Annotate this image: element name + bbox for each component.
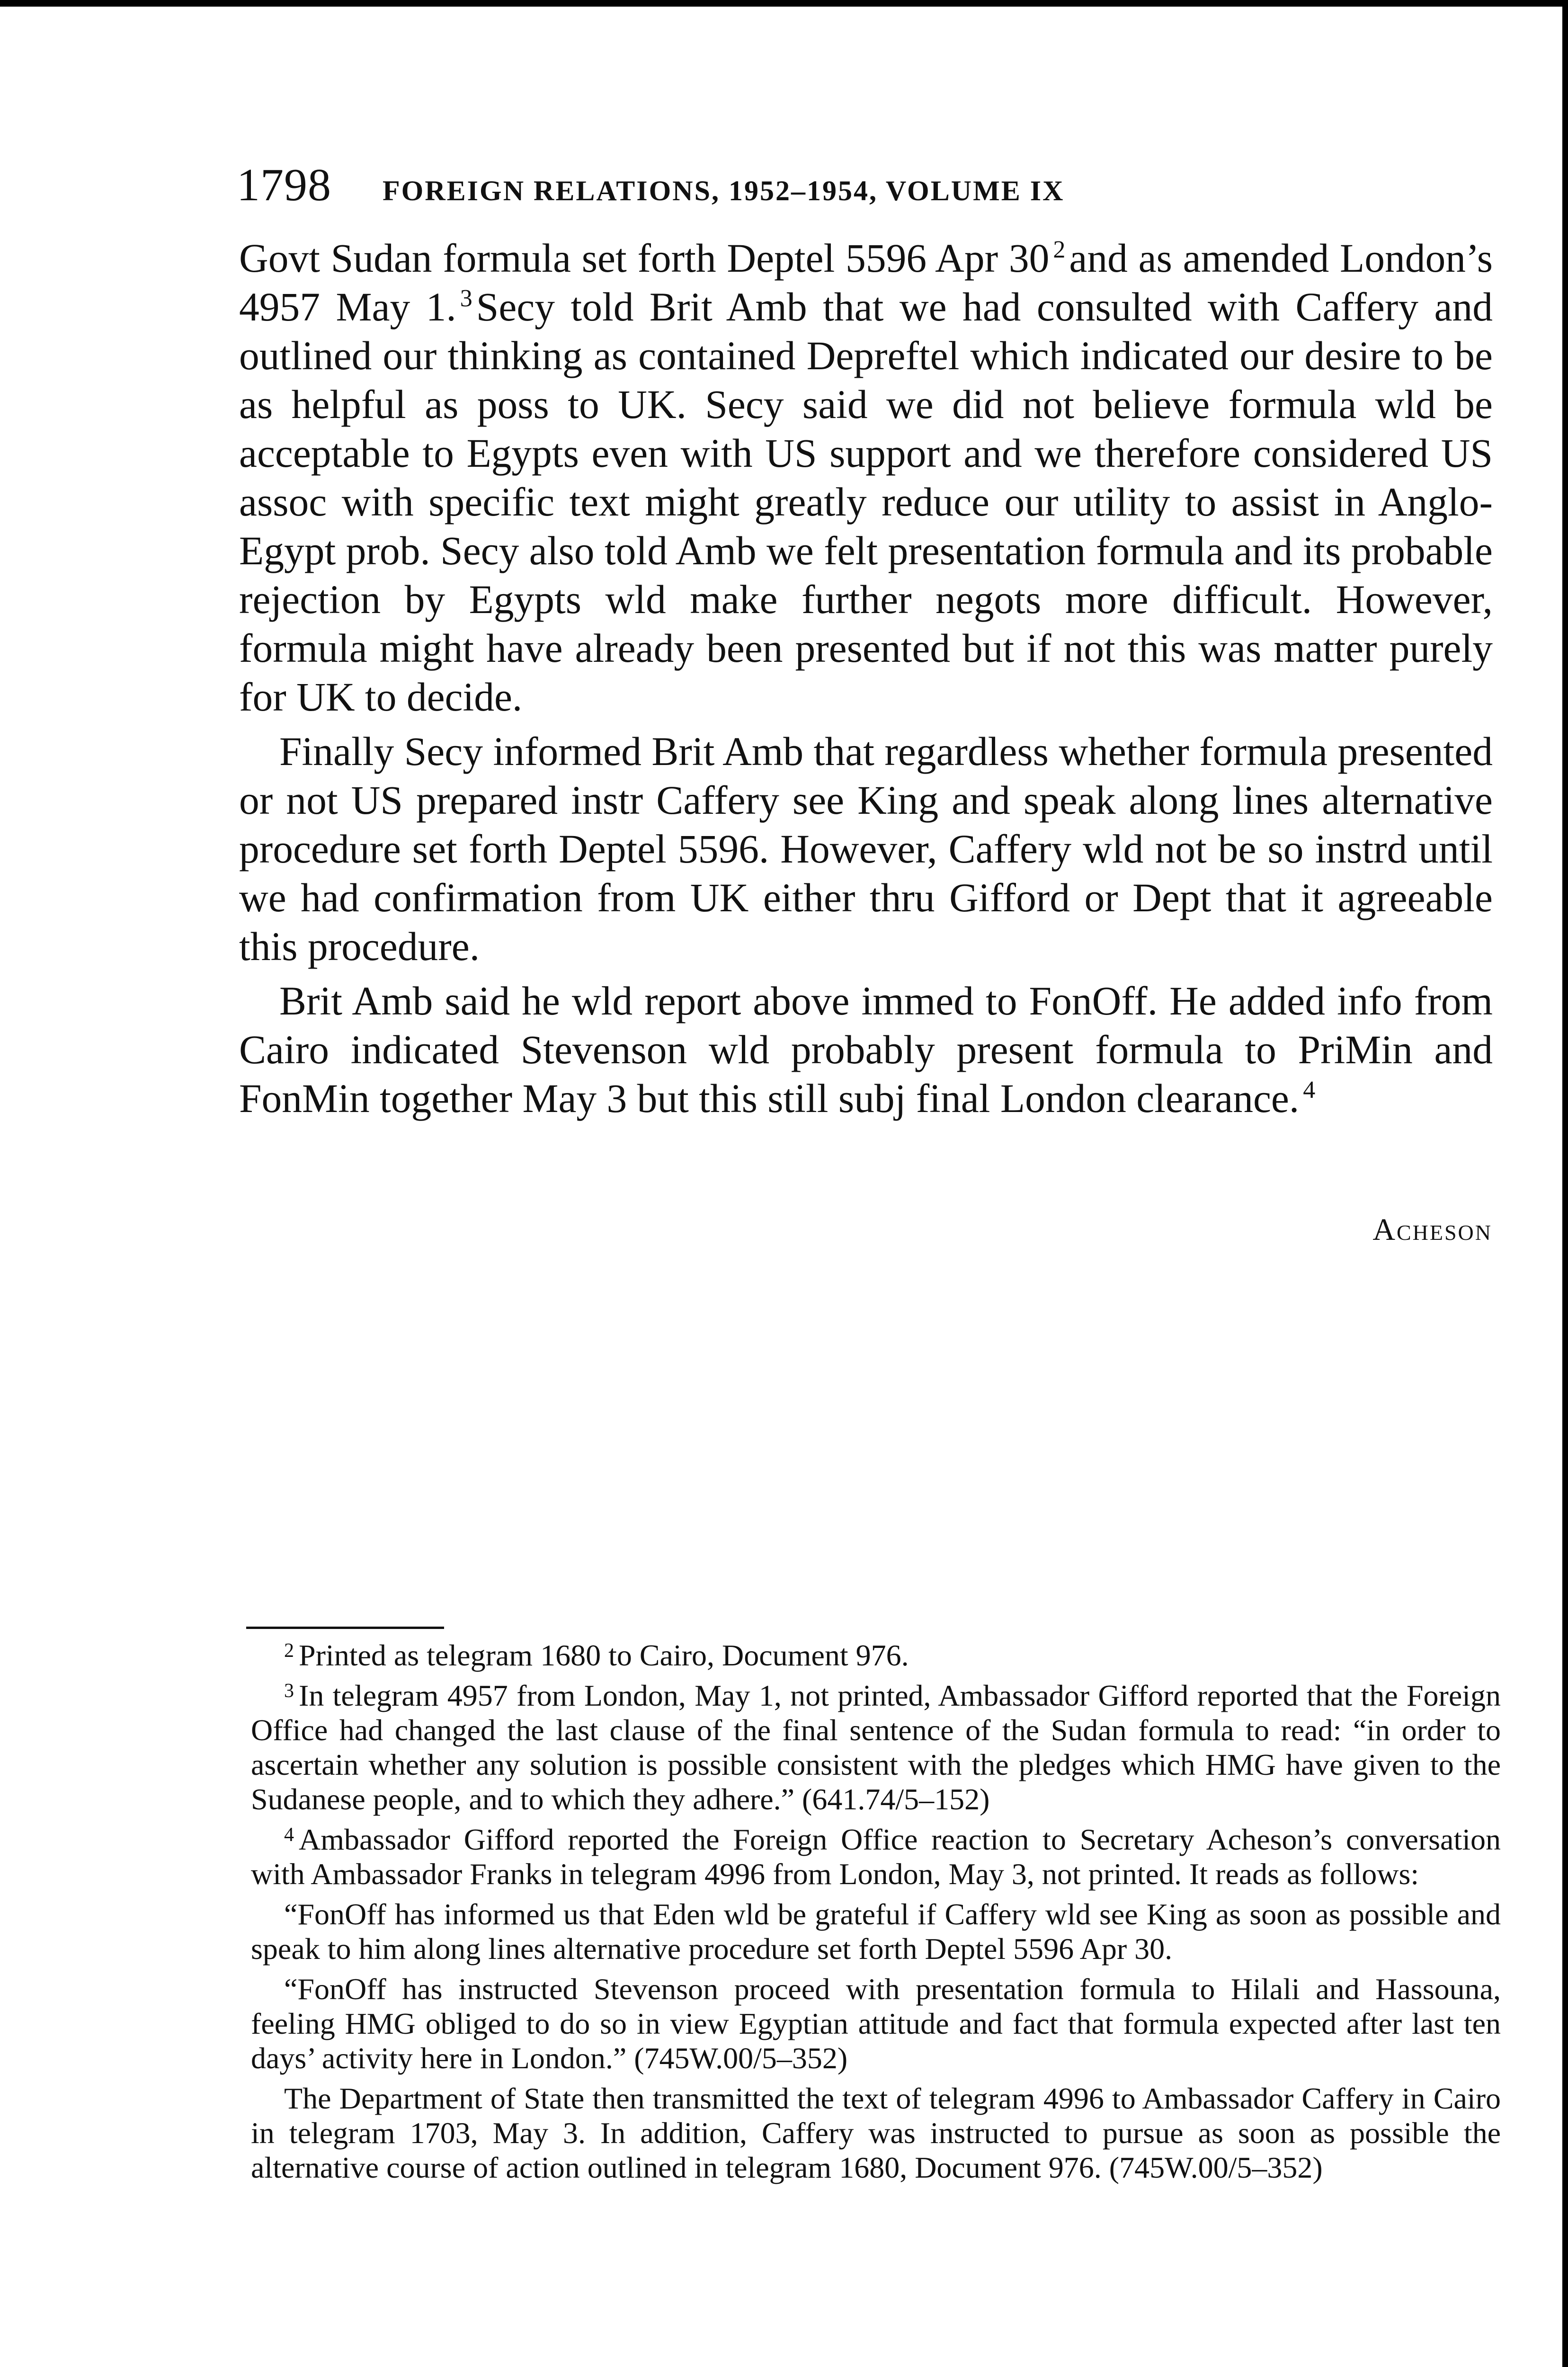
paragraph-1 — [239, 234, 1493, 722]
scan-edge-top — [0, 0, 1568, 7]
paragraph-1-text-b: and as amended London’s 4957 May 1. — [239, 236, 1493, 329]
footnote-ref-4: 4 — [1303, 1077, 1316, 1103]
footnote-2 — [251, 1638, 1501, 1673]
page-header — [237, 159, 1064, 215]
paragraph-2: Finally Secy informed Brit Amb that regardless whether formula presented or not US prepared instr Caffery see King and speak along lines alternative procedure set forth Deptel 5596. However, Caffery wld not be so instrd until we had confirmation from UK either thru Gifford or Dept that it agreeable this procedure. — [239, 730, 1493, 969]
signature: Acheson — [1372, 1212, 1492, 1247]
footnote-4-closing: The Department of State then transmitted the text of telegram 4996 to Ambassador Caffery in Cairo in telegram 1703, May 3. In addition, Caffery was instructed to pursue as soon as possible the alternative course of action outlined in telegram 1680, Document 976. (745W.00/5–352) — [251, 2082, 1501, 2184]
footnotes — [251, 1638, 1501, 2185]
footnote-2-text: Printed as telegram 1680 to Cairo, Document 976. — [299, 1638, 909, 1672]
running-title: FOREIGN RELATIONS, 1952–1954, VOLUME IX — [383, 175, 1065, 206]
paragraph-3-text: Brit Amb said he wld report above immed to FonOff. He added info from Cairo indicated Stevenson wld probably present formula to PriMin and FonMin together May 3 but this still subj final London clearance. — [239, 979, 1493, 1121]
footnote-4-mark: 4 — [284, 1824, 294, 1846]
paragraph-3 — [239, 977, 1493, 1123]
footnote-3-text: In telegram 4957 from London, May 1, not printed, Ambassador Gifford reported that the Foreign Office had changed the last clause of the final sentence of the Sudan formula to read: “in order to ascertain whether any solution is possible consistent with the pledges which HMG have given to the Sudanese people, and to which they adhere.” (641.74/5–152) — [251, 1679, 1501, 1816]
footnote-3-mark: 3 — [284, 1680, 294, 1702]
footnote-ref-2: 2 — [1053, 236, 1066, 263]
footnote-ref-3: 3 — [460, 285, 472, 312]
footnote-4-text: Ambassador Gifford reported the Foreign Office reaction to Secretary Acheson’s conversation with Ambassador Franks in telegram 4996 from London, May 3, not printed. It reads as follows: — [251, 1823, 1501, 1891]
footnote-divider — [246, 1627, 444, 1629]
footnote-3 — [251, 1678, 1501, 1816]
footnote-2-mark: 2 — [284, 1640, 294, 1662]
scan-edge-right — [1562, 0, 1568, 2367]
document-body — [239, 234, 1493, 1123]
footnote-4-quote-2: “FonOff has instructed Stevenson proceed with presentation formula to Hilali and Hassouna, feeling HMG obliged to do so in view Egyptian attitude and fact that formula expected after last ten days’ activity here in London.” (745W.00/5–352) — [251, 1972, 1501, 2075]
paragraph-1-text-c: Secy told Brit Amb that we had consulted with Caffery and outlined our thinking as contained Depreftel which indicated our desire to be as helpful as poss to UK. Secy said we did not believe formula wld be acceptable to Egypts even with US support and we therefore considered US assoc with specific text might greatly reduce our utility to assist in Anglo-Egypt prob. Secy also told Amb we felt presentation formula and its probable rejection by Egypts wld make further negots more difficult. However, formula might have already been presented but if not this was matter purely for UK to decide. — [239, 285, 1493, 720]
paragraph-1-text-a: Govt Sudan formula set forth Deptel 5596 Apr 30 — [239, 236, 1050, 281]
footnote-4 — [251, 1822, 1501, 1891]
page-number: 1798 — [237, 160, 331, 211]
footnote-4-quote-1: “FonOff has informed us that Eden wld be grateful if Caffery wld see King as soon as possible and speak to him along lines alternative procedure set forth Deptel 5596 Apr 30. — [251, 1897, 1501, 1966]
